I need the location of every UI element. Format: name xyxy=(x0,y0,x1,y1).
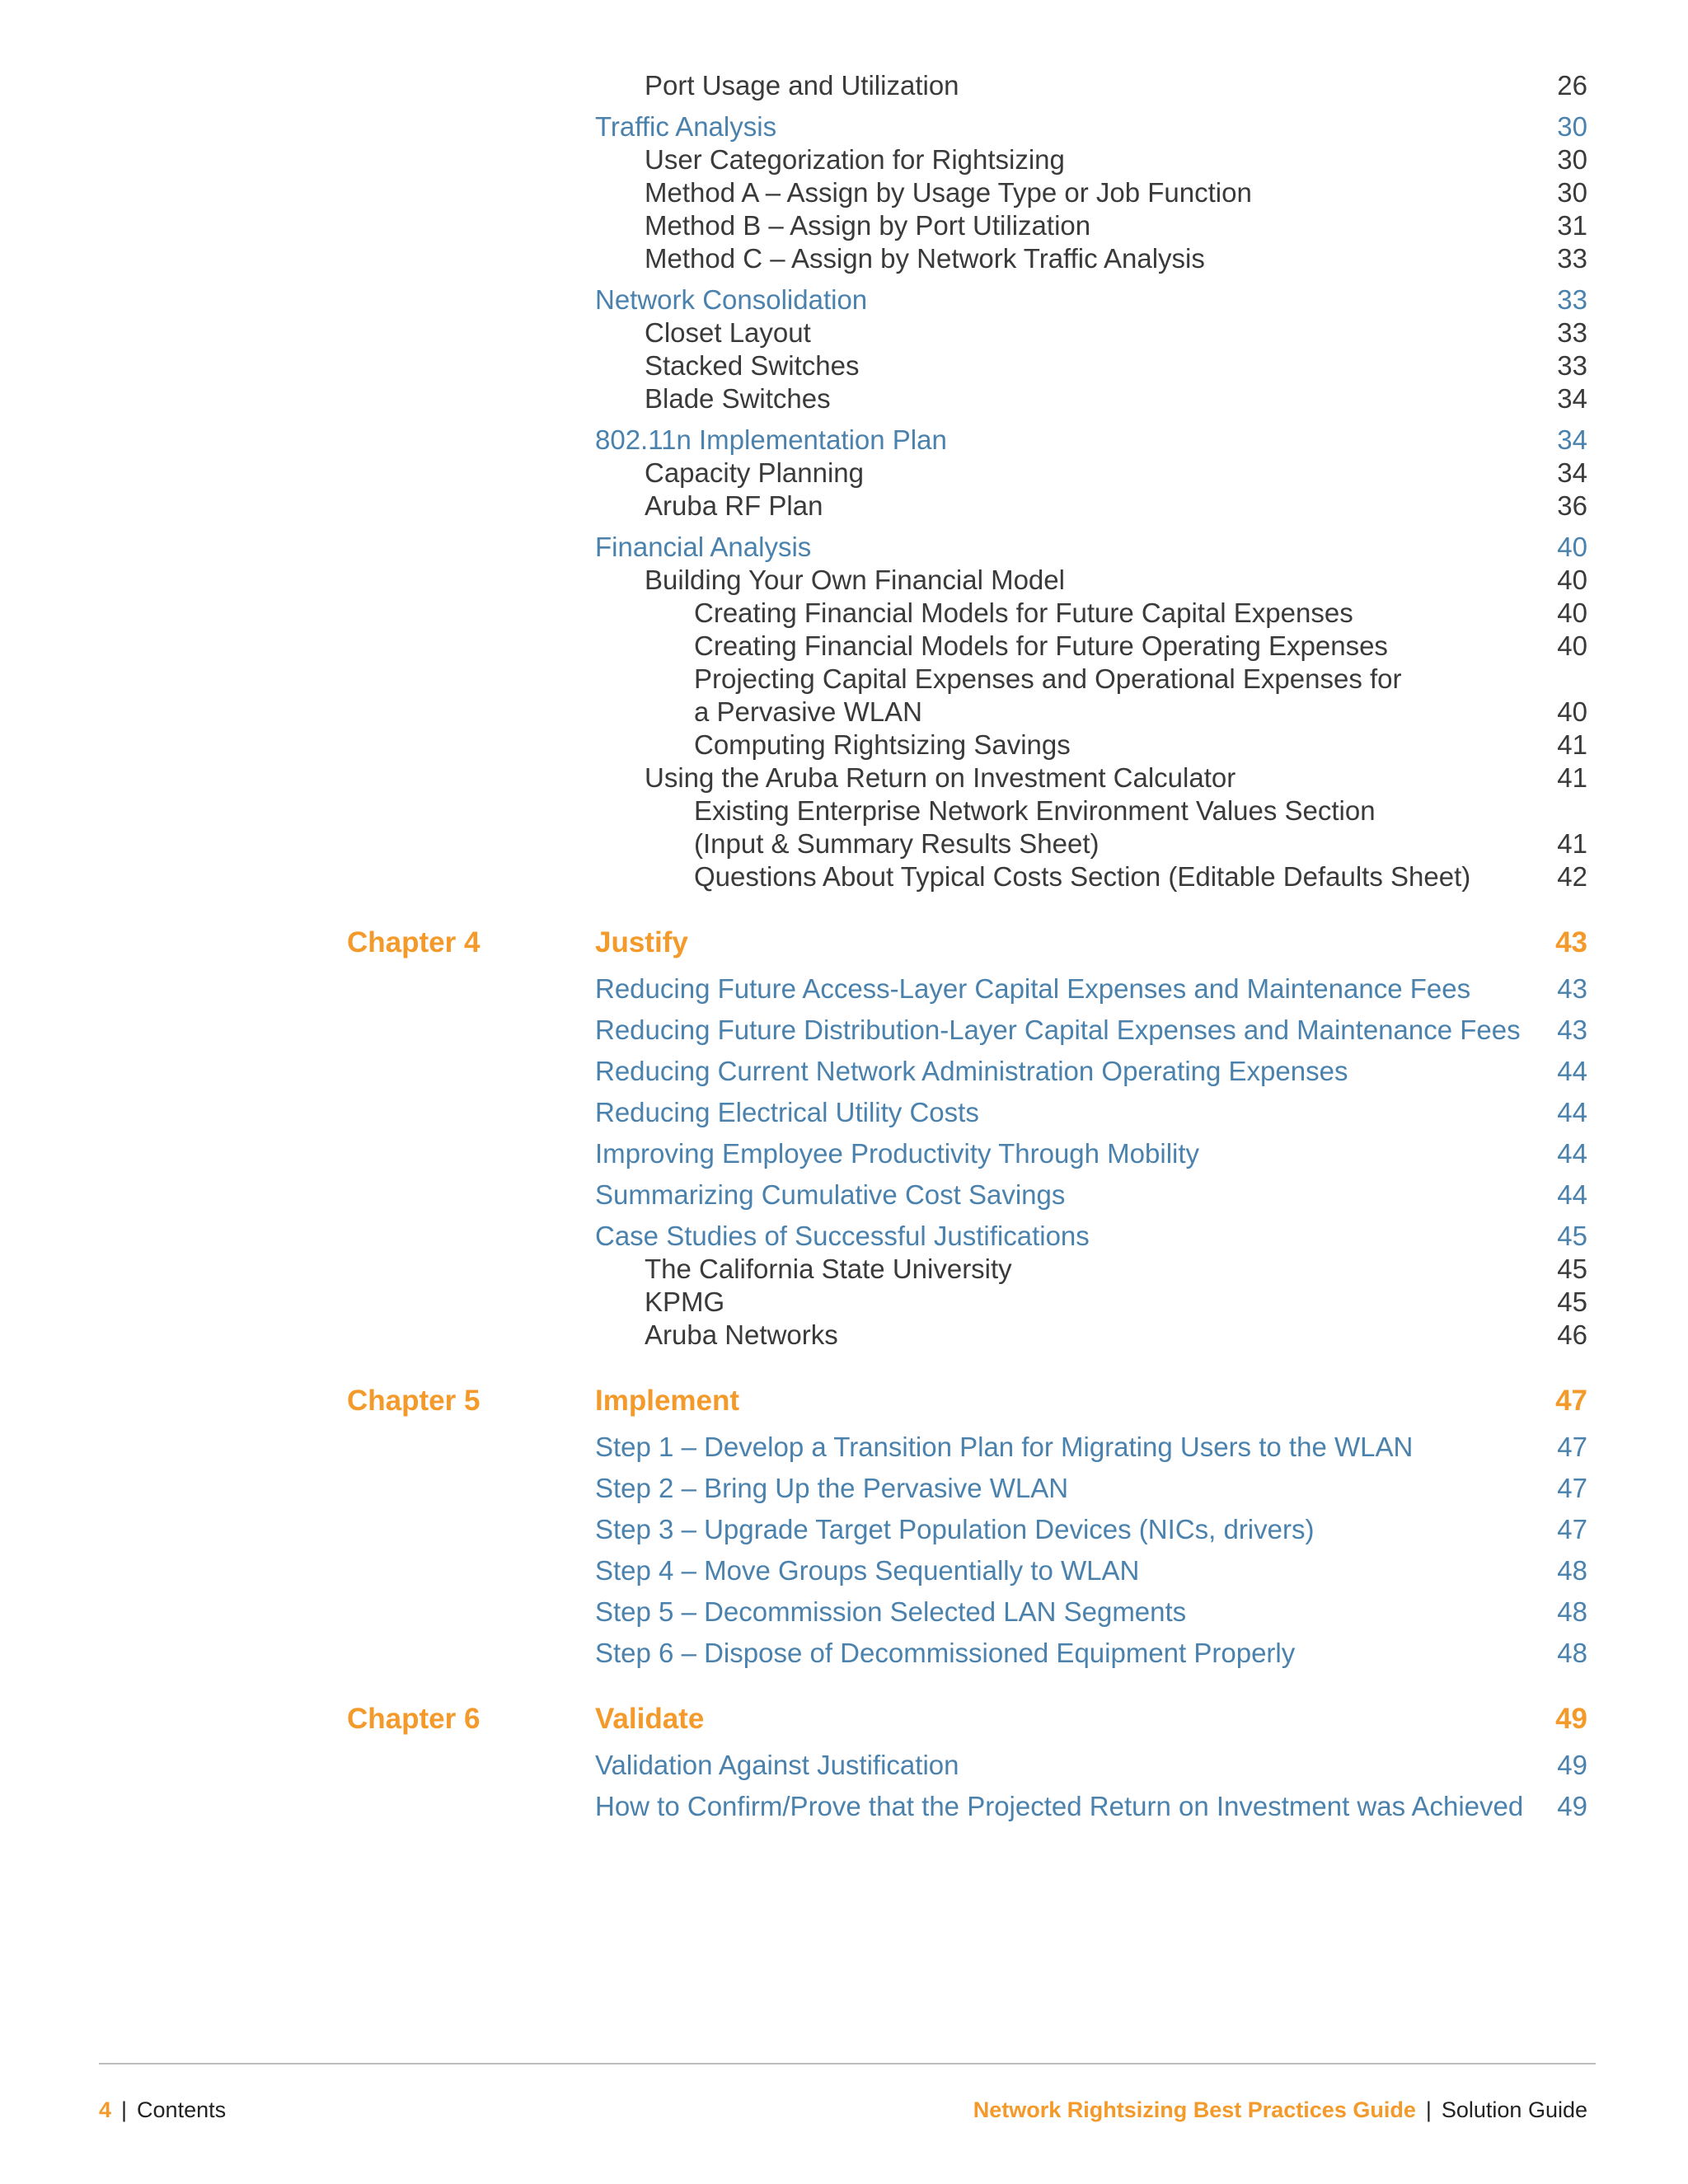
footer-left xyxy=(99,2093,226,2126)
toc-entry-title: Method B – Assign by Port Utilization xyxy=(645,210,1091,241)
toc-entry-title: Validation Against Justification xyxy=(595,1750,959,1780)
footer-doc-type: Solution Guide xyxy=(1441,2097,1587,2122)
toc-entry-title: Network Consolidation xyxy=(595,284,868,315)
toc-page-number: 44 xyxy=(1557,1056,1587,1086)
toc-entry-title: Closet Layout xyxy=(645,317,811,348)
chapter-title: Implement xyxy=(595,1385,740,1417)
toc-entry-title: Financial Analysis xyxy=(595,532,812,562)
footer-guide-title: Network Rightsizing Best Practices Guide xyxy=(973,2097,1416,2122)
toc-page-number: 48 xyxy=(1557,1596,1587,1627)
toc-page-number: 34 xyxy=(1557,424,1587,455)
toc-entry-title: Summarizing Cumulative Cost Savings xyxy=(595,1179,1066,1210)
toc-page-number: 33 xyxy=(1557,350,1587,381)
toc-entry-title: KPMG xyxy=(645,1286,725,1317)
toc-entry[interactable] xyxy=(0,968,1688,1010)
footer-right xyxy=(973,2093,1587,2126)
toc-page-number: 43 xyxy=(1557,1015,1587,1045)
footer-separator-right: | xyxy=(1425,2097,1432,2122)
toc-entry[interactable] xyxy=(0,1010,1688,1051)
toc-entry-title: Creating Financial Models for Future Operating Expenses xyxy=(694,630,1388,661)
chapter-label: Chapter 6 xyxy=(347,1703,481,1735)
toc-page-number: 40 xyxy=(1557,532,1587,562)
chapter-title: Validate xyxy=(595,1703,705,1735)
toc-page-number: 26 xyxy=(1557,70,1587,101)
toc-entry[interactable] xyxy=(0,238,1688,279)
toc-page-number: 33 xyxy=(1557,317,1587,348)
toc-entry-title: Aruba RF Plan xyxy=(645,490,823,521)
toc-page-number: 47 xyxy=(1555,1385,1587,1417)
toc-page-number: 49 xyxy=(1557,1791,1587,1821)
toc-entry[interactable] xyxy=(0,1427,1688,1468)
toc-entry[interactable] xyxy=(0,1509,1688,1550)
toc-page-number: 40 xyxy=(1557,696,1587,727)
toc-entry-title: Step 6 – Dispose of Decommissioned Equipment Properly xyxy=(595,1638,1296,1668)
toc-entry-title: Reducing Future Access-Layer Capital Expenses and Maintenance Fees xyxy=(595,973,1471,1004)
toc-entry[interactable] xyxy=(0,1315,1688,1356)
chapter-label: Chapter 5 xyxy=(347,1385,481,1417)
toc-page-number: 42 xyxy=(1557,861,1587,892)
toc-entry[interactable] xyxy=(0,1786,1688,1827)
toc-page-number: 43 xyxy=(1555,926,1587,958)
toc-entry-title: Creating Financial Models for Future Capital Expenses xyxy=(694,598,1353,628)
toc-entry-title: Traffic Analysis xyxy=(595,111,777,142)
toc-page-number: 33 xyxy=(1557,284,1587,315)
toc-page-number: 47 xyxy=(1557,1514,1587,1544)
toc-entry-title: 802.11n Implementation Plan xyxy=(595,424,947,455)
toc-entry-title: Case Studies of Successful Justifications xyxy=(595,1221,1090,1251)
toc-entry[interactable] xyxy=(0,378,1688,419)
footer-divider xyxy=(99,2063,1596,2064)
footer-section-name: Contents xyxy=(137,2097,227,2122)
toc-page-number: 36 xyxy=(1557,490,1587,521)
toc-page-number: 34 xyxy=(1557,457,1587,488)
toc-entry-title: Computing Rightsizing Savings xyxy=(694,729,1071,760)
toc-entry-title: Existing Enterprise Network Environment Values Section xyxy=(694,795,1376,826)
toc-entry-title: User Categorization for Rightsizing xyxy=(645,144,1065,175)
toc-page-number: 41 xyxy=(1557,762,1587,793)
toc-page-number: 30 xyxy=(1557,144,1587,175)
toc-page-number: 34 xyxy=(1557,383,1587,414)
toc-entry-title: Step 3 – Upgrade Target Population Devices (NICs, drivers) xyxy=(595,1514,1315,1544)
toc-page-number: 49 xyxy=(1557,1750,1587,1780)
toc-chapter-row[interactable] xyxy=(0,922,1688,963)
toc-entry-title: a Pervasive WLAN xyxy=(694,696,922,727)
toc-page-number: 40 xyxy=(1557,598,1587,628)
toc-entry-title: Stacked Switches xyxy=(645,350,860,381)
toc-entry[interactable] xyxy=(0,1092,1688,1133)
toc-entry[interactable] xyxy=(0,856,1688,898)
toc-page-number: 43 xyxy=(1557,973,1587,1004)
toc-entry-title: Reducing Future Distribution-Layer Capital Expenses and Maintenance Fees xyxy=(595,1015,1521,1045)
toc-entry-title: Method C – Assign by Network Traffic Analysis xyxy=(645,243,1205,274)
toc-entry[interactable] xyxy=(0,1550,1688,1591)
toc-entry-title: Reducing Electrical Utility Costs xyxy=(595,1097,979,1127)
toc-entry[interactable] xyxy=(0,65,1688,106)
toc-page-number: 41 xyxy=(1557,828,1587,859)
toc-page-number: 30 xyxy=(1557,111,1587,142)
toc-chapter-row[interactable] xyxy=(0,1699,1688,1740)
toc-page-number: 45 xyxy=(1557,1254,1587,1284)
toc-page-number: 47 xyxy=(1557,1432,1587,1462)
toc-entry-title: Aruba Networks xyxy=(645,1319,838,1350)
toc-entry-title: How to Confirm/Prove that the Projected Return on Investment was Achieved xyxy=(595,1791,1524,1821)
toc-entry-title: Port Usage and Utilization xyxy=(645,70,959,101)
toc-entry-title: Using the Aruba Return on Investment Calculator xyxy=(645,762,1236,793)
toc-entry-title: (Input & Summary Results Sheet) xyxy=(694,828,1100,859)
toc-entry-title: Step 1 – Develop a Transition Plan for Migrating Users to the WLAN xyxy=(595,1432,1414,1462)
toc-page-number: 44 xyxy=(1557,1138,1587,1169)
toc-chapter-row[interactable] xyxy=(0,1380,1688,1422)
toc-entry[interactable] xyxy=(0,1633,1688,1674)
toc-entry-title: Reducing Current Network Administration Operating Expenses xyxy=(595,1056,1348,1086)
toc-entry-title: Improving Employee Productivity Through Mobility xyxy=(595,1138,1200,1169)
toc-entry-title: Questions About Typical Costs Section (Editable Defaults Sheet) xyxy=(694,861,1471,892)
toc-entry-title: Projecting Capital Expenses and Operational Expenses for xyxy=(694,663,1402,694)
toc-page-number: 48 xyxy=(1557,1555,1587,1586)
toc-page-number: 45 xyxy=(1557,1286,1587,1317)
toc-entry[interactable] xyxy=(0,1051,1688,1092)
toc-page-number: 47 xyxy=(1557,1473,1587,1503)
toc-page-number: 46 xyxy=(1557,1319,1587,1350)
toc-entry[interactable] xyxy=(0,1174,1688,1216)
footer-page-number: 4 xyxy=(99,2097,112,2122)
toc-page-number: 41 xyxy=(1557,729,1587,760)
toc-entry[interactable] xyxy=(0,1591,1688,1633)
toc-entry-title: Capacity Planning xyxy=(645,457,864,488)
toc-entry[interactable] xyxy=(0,1133,1688,1174)
footer-separator: | xyxy=(121,2097,128,2122)
toc-entry[interactable] xyxy=(0,485,1688,527)
toc-entry-title: The California State University xyxy=(645,1254,1012,1284)
toc-entry-title: Method A – Assign by Usage Type or Job Function xyxy=(645,177,1252,208)
toc-page-number: 48 xyxy=(1557,1638,1587,1668)
toc-page-number: 40 xyxy=(1557,630,1587,661)
toc-entry-title: Step 2 – Bring Up the Pervasive WLAN xyxy=(595,1473,1069,1503)
toc-page-number: 44 xyxy=(1557,1179,1587,1210)
toc-page-number: 40 xyxy=(1557,565,1587,595)
chapter-title: Justify xyxy=(595,926,688,958)
chapter-label: Chapter 4 xyxy=(347,926,481,958)
toc-page-number: 33 xyxy=(1557,243,1587,274)
toc-entry-title: Blade Switches xyxy=(645,383,831,414)
toc-entry-title: Step 5 – Decommission Selected LAN Segments xyxy=(595,1596,1187,1627)
toc-page-number: 44 xyxy=(1557,1097,1587,1127)
toc-entry-title: Step 4 – Move Groups Sequentially to WLAN xyxy=(595,1555,1140,1586)
toc-page-number: 49 xyxy=(1555,1703,1587,1735)
toc-page-number: 31 xyxy=(1557,210,1587,241)
toc-entry[interactable] xyxy=(0,1468,1688,1509)
toc-entry-title: Building Your Own Financial Model xyxy=(645,565,1065,595)
toc-page-number: 30 xyxy=(1557,177,1587,208)
toc-page-number: 45 xyxy=(1557,1221,1587,1251)
toc-entry[interactable] xyxy=(0,1745,1688,1786)
